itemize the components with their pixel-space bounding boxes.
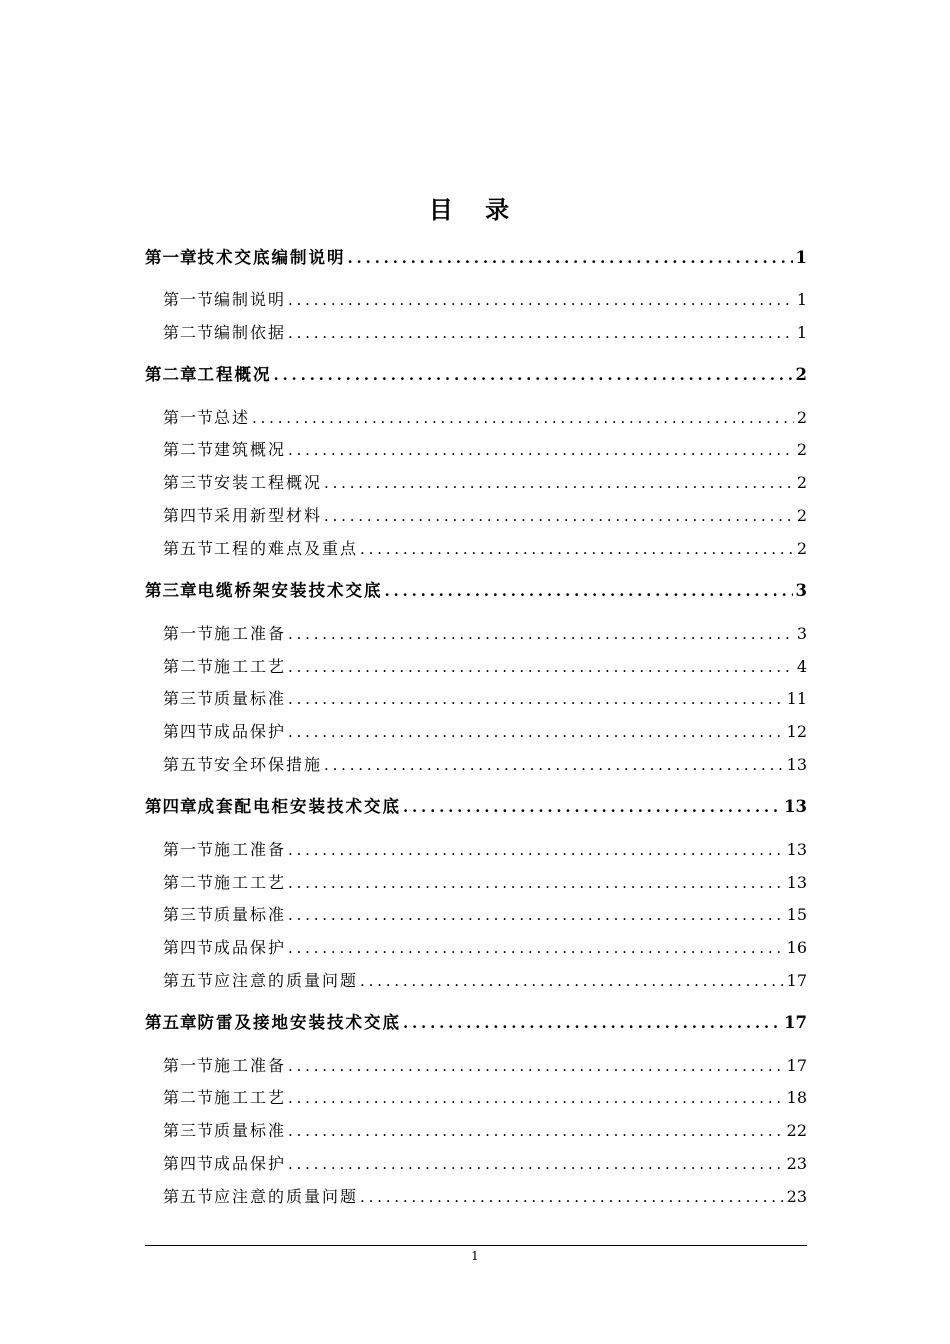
dot-leader: [324, 752, 784, 778]
toc-section-entry[interactable]: [163, 503, 807, 529]
dot-leader: [288, 654, 794, 680]
section-title: 安装工程概况: [214, 473, 323, 492]
page-number: 17: [786, 971, 807, 990]
dot-leader: [324, 470, 794, 496]
section-title: 施工准备: [214, 1056, 287, 1075]
page-number: 11: [786, 689, 807, 708]
section-title: 施工工艺: [214, 873, 287, 892]
dot-leader: [288, 1053, 784, 1079]
dot-leader: [288, 320, 794, 346]
dot-leader: [288, 1085, 784, 1111]
section-title: 建筑概况: [214, 440, 287, 459]
section-title: 成品保护: [214, 1154, 287, 1173]
chapter-number: 第一章: [145, 248, 198, 267]
section-number: 第二节: [163, 873, 215, 892]
section-number: 第五节: [163, 1187, 215, 1206]
toc-chapter-entry[interactable]: [145, 1010, 807, 1036]
dot-leader: [360, 536, 794, 562]
chapter-title: 技术交底编制说明: [197, 248, 346, 267]
dot-leader: [288, 1118, 784, 1144]
section-title: 总述: [214, 408, 251, 427]
page-number: 22: [786, 1121, 807, 1140]
page-number: 15: [786, 905, 807, 924]
dot-leader: [288, 287, 794, 313]
section-number: 第三节: [163, 473, 215, 492]
section-title: 应注意的质量问题: [214, 1187, 359, 1206]
footer-page-number: 1: [471, 1249, 479, 1263]
page-number: 12: [786, 722, 807, 741]
page-number: 2: [796, 539, 807, 558]
section-title: 应注意的质量问题: [214, 971, 359, 990]
section-title: 工程的难点及重点: [214, 539, 359, 558]
toc-section-entry[interactable]: [163, 320, 807, 346]
dot-leader: [288, 837, 784, 863]
page-number: 1: [796, 290, 807, 309]
toc-section-entry[interactable]: [163, 719, 807, 745]
page-number: 17: [784, 1013, 807, 1032]
dot-leader: [288, 1151, 784, 1177]
page-number: 13: [786, 840, 807, 859]
page-number: 1: [795, 248, 807, 267]
section-title: 编制依据: [214, 323, 287, 342]
section-title: 成品保护: [214, 938, 287, 957]
page-number: 18: [786, 1088, 807, 1107]
page-number: 13: [786, 755, 807, 774]
toc-section-entry[interactable]: [163, 837, 807, 863]
section-title: 质量标准: [214, 689, 287, 708]
chapter-title: 防雷及接地安装技术交底: [197, 1013, 401, 1032]
toc-section-entry[interactable]: [163, 405, 807, 431]
section-number: 第三节: [163, 1121, 215, 1140]
chapter-number: 第三章: [145, 581, 198, 600]
section-number: 第二节: [163, 657, 215, 676]
section-number: 第三节: [163, 905, 215, 924]
page-number: 2: [796, 473, 807, 492]
toc-section-entry[interactable]: [163, 470, 807, 496]
dot-leader: [360, 1184, 784, 1210]
section-number: 第一节: [163, 408, 215, 427]
section-title: 采用新型材料: [214, 506, 323, 525]
dot-leader: [252, 405, 794, 431]
chapter-title: 成套配电柜安装技术交底: [197, 797, 401, 816]
page-number: 3: [795, 581, 807, 600]
dot-leader: [403, 1010, 781, 1036]
section-number: 第二节: [163, 1088, 215, 1107]
dot-leader: [288, 719, 784, 745]
section-number: 第一节: [163, 1056, 215, 1075]
toc-section-entry[interactable]: [163, 686, 807, 712]
toc-section-entry[interactable]: [163, 968, 807, 994]
chapter-title: 电缆桥架安装技术交底: [197, 581, 383, 600]
toc-section-entry[interactable]: [163, 1151, 807, 1177]
section-number: 第二节: [163, 323, 215, 342]
toc-section-entry[interactable]: [163, 654, 807, 680]
footer-divider: [145, 1245, 807, 1246]
section-title: 质量标准: [214, 905, 287, 924]
section-number: 第四节: [163, 938, 215, 957]
page-number: 23: [786, 1187, 807, 1206]
toc-section-entry[interactable]: [163, 1184, 807, 1210]
dot-leader: [274, 362, 793, 388]
toc-section-entry[interactable]: [163, 287, 807, 313]
section-title: 施工准备: [214, 840, 287, 859]
section-number: 第四节: [163, 506, 215, 525]
page-number: 2: [796, 506, 807, 525]
toc-section-entry[interactable]: [163, 752, 807, 778]
dot-leader: [288, 621, 794, 647]
chapter-number: 第二章: [145, 365, 198, 384]
page-number: 13: [784, 797, 807, 816]
page-number: 3: [796, 624, 807, 643]
dot-leader: [385, 578, 793, 604]
toc-chapter-entry[interactable]: [145, 245, 807, 271]
page-number: 17: [786, 1056, 807, 1075]
toc-section-entry[interactable]: [163, 536, 807, 562]
toc-section-entry[interactable]: [163, 902, 807, 928]
toc-section-entry[interactable]: [163, 1085, 807, 1111]
toc-chapter-entry[interactable]: [145, 578, 807, 604]
section-title: 施工准备: [214, 624, 287, 643]
section-title: 施工工艺: [214, 1088, 287, 1107]
page-number: 23: [786, 1154, 807, 1173]
toc-chapter-entry[interactable]: [145, 794, 807, 820]
section-title: 编制说明: [214, 290, 287, 309]
toc-section-entry[interactable]: [163, 1053, 807, 1079]
page-number: 4: [796, 657, 807, 676]
page-number: 2: [796, 440, 807, 459]
toc-section-entry[interactable]: [163, 621, 807, 647]
toc-title: 目 录: [428, 195, 522, 224]
dot-leader: [288, 686, 784, 712]
chapter-number: 第四章: [145, 797, 198, 816]
section-number: 第五节: [163, 539, 215, 558]
toc-section-entry[interactable]: [163, 1118, 807, 1144]
page-number: 16: [786, 938, 807, 957]
section-title: 施工工艺: [214, 657, 287, 676]
toc-section-entry[interactable]: [163, 935, 807, 961]
toc-section-entry[interactable]: [163, 870, 807, 896]
page-number: 2: [795, 365, 807, 384]
dot-leader: [288, 902, 784, 928]
page-number: 2: [796, 408, 807, 427]
page-number: 13: [786, 873, 807, 892]
section-number: 第一节: [163, 624, 215, 643]
dot-leader: [348, 245, 793, 271]
chapter-title: 工程概况: [197, 365, 272, 384]
toc-section-entry[interactable]: [163, 437, 807, 463]
section-number: 第五节: [163, 755, 215, 774]
dot-leader: [324, 503, 794, 529]
section-number: 第一节: [163, 840, 215, 859]
dot-leader: [403, 794, 781, 820]
toc-chapter-entry[interactable]: [145, 362, 807, 388]
section-title: 质量标准: [214, 1121, 287, 1140]
page-number: 1: [796, 323, 807, 342]
dot-leader: [360, 968, 784, 994]
section-number: 第五节: [163, 971, 215, 990]
chapter-number: 第五章: [145, 1013, 198, 1032]
section-number: 第三节: [163, 689, 215, 708]
dot-leader: [288, 870, 784, 896]
section-title: 安全环保措施: [214, 755, 323, 774]
section-title: 成品保护: [214, 722, 287, 741]
section-number: 第四节: [163, 722, 215, 741]
dot-leader: [288, 935, 784, 961]
section-number: 第二节: [163, 440, 215, 459]
section-number: 第四节: [163, 1154, 215, 1173]
section-number: 第一节: [163, 290, 215, 309]
dot-leader: [288, 437, 794, 463]
